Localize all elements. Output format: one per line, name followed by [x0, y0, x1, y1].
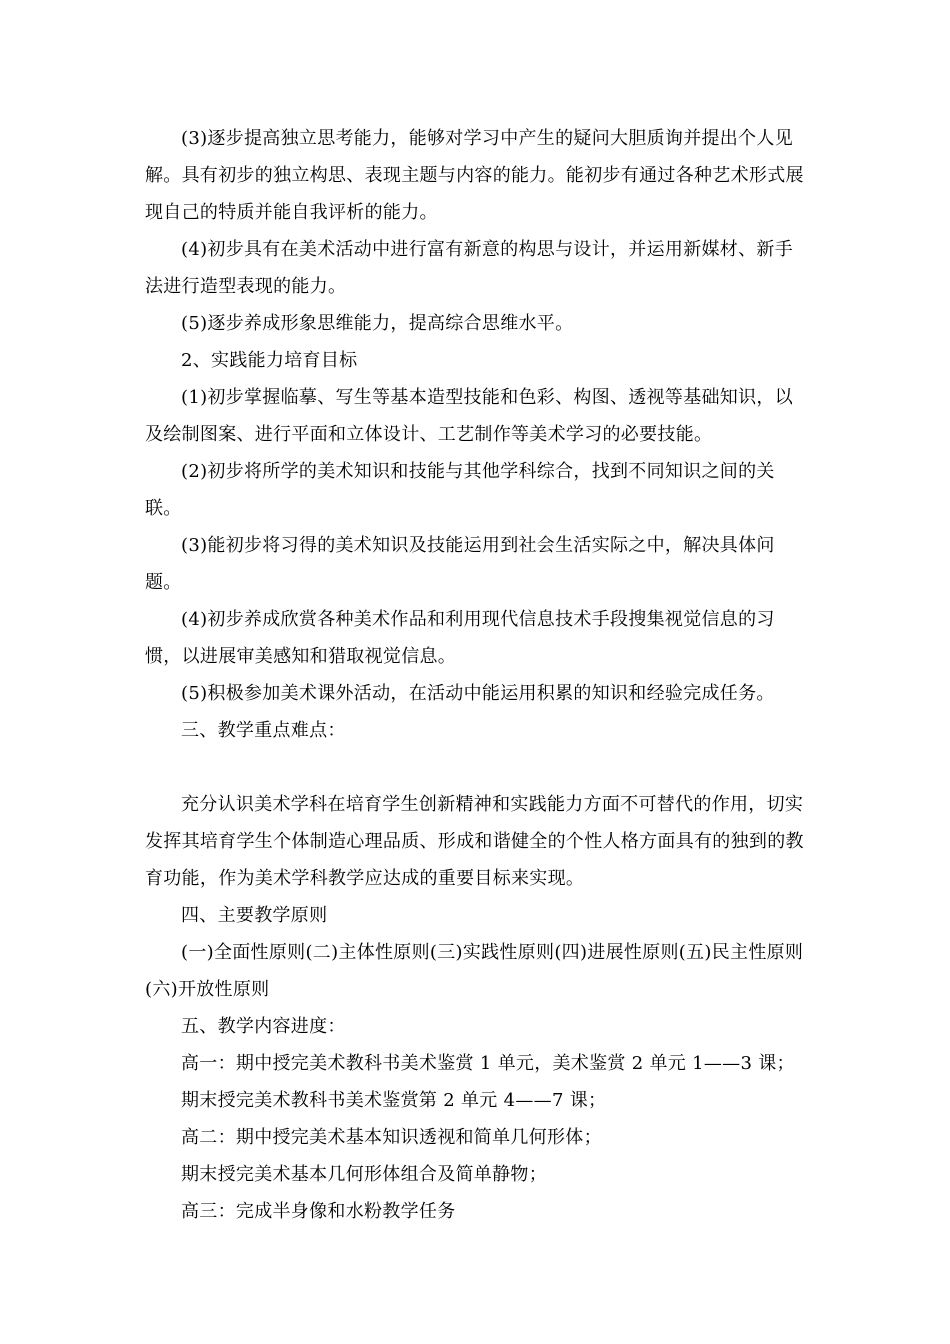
blank-line [145, 749, 810, 786]
paragraph-practice-1: (1)初步掌握临摹、写生等基本造型技能和色彩、构图、透视等基础知识，以及绘制图案、进行平面和立体设计、工艺制作等美术学习的必要技能。 [145, 387, 793, 445]
heading-principles: 四、主要教学原则 [181, 905, 328, 926]
schedule-grade-3: 高三：完成半身像和水粉教学任务 [181, 1201, 456, 1222]
paragraph-practice-2: (2)初步将所学的美术知识和技能与其他学科综合，找到不同知识之间的关联。 [145, 461, 775, 519]
paragraph-goal-5: (5)逐步养成形象思维能力，提高综合思维水平。 [181, 313, 574, 334]
paragraph-practice-4: (4)初步养成欣赏各种美术作品和利用现代信息技术手段搜集视觉信息的习惯，以进展审美感知和猎取视觉信息。 [145, 609, 775, 667]
paragraph-principles: (一)全面性原则(二)主体性原则(三)实践性原则(四)进展性原则(五)民主性原则(六)开放性原则 [145, 942, 804, 1000]
heading-schedule: 五、教学内容进度： [181, 1016, 346, 1037]
paragraph-goal-4: (4)初步具有在美术活动中进行富有新意的构思与设计，并运用新媒材、新手法进行造型表现的能力。 [145, 239, 793, 297]
paragraph-practice-5: (5)积极参加美术课外活动，在活动中能运用积累的知识和经验完成任务。 [181, 683, 775, 704]
paragraph-practice-3: (3)能初步将习得的美术知识及技能运用到社会生活实际之中，解决具体问题。 [145, 535, 775, 593]
schedule-grade-2-final: 期末授完美术基本几何形体组合及简单静物； [181, 1164, 547, 1185]
paragraph-key-points: 充分认识美术学科在培育学生创新精神和实践能力方面不可替代的作用，切实发挥其培育学生个体制造心理品质、形成和谐健全的个性人格方面具有的独到的教育功能，作为美术学科教学应达成的重要目标来实现。 [145, 794, 804, 889]
schedule-grade-1-final: 期末授完美术教科书美术鉴赏第 2 单元 4——7 课； [181, 1090, 607, 1111]
heading-key-points: 三、教学重点难点： [181, 720, 346, 741]
paragraph-goal-3: (3)逐步提高独立思考能力，能够对学习中产生的疑问大胆质询并提出个人见解。具有初步的独立构思、表现主题与内容的能力。能初步有通过各种艺术形式展现自己的特质并能自我评析的能力。 [145, 128, 804, 223]
document-page [145, 120, 810, 1230]
schedule-grade-1-midterm: 高一：期中授完美术教科书美术鉴赏 1 单元，美术鉴赏 2 单元 1——3 课； [181, 1053, 795, 1074]
heading-practice-goals: 2、实践能力培育目标 [181, 350, 358, 371]
schedule-grade-2-midterm: 高二：期中授完美术基本知识透视和简单几何形体； [181, 1127, 602, 1148]
